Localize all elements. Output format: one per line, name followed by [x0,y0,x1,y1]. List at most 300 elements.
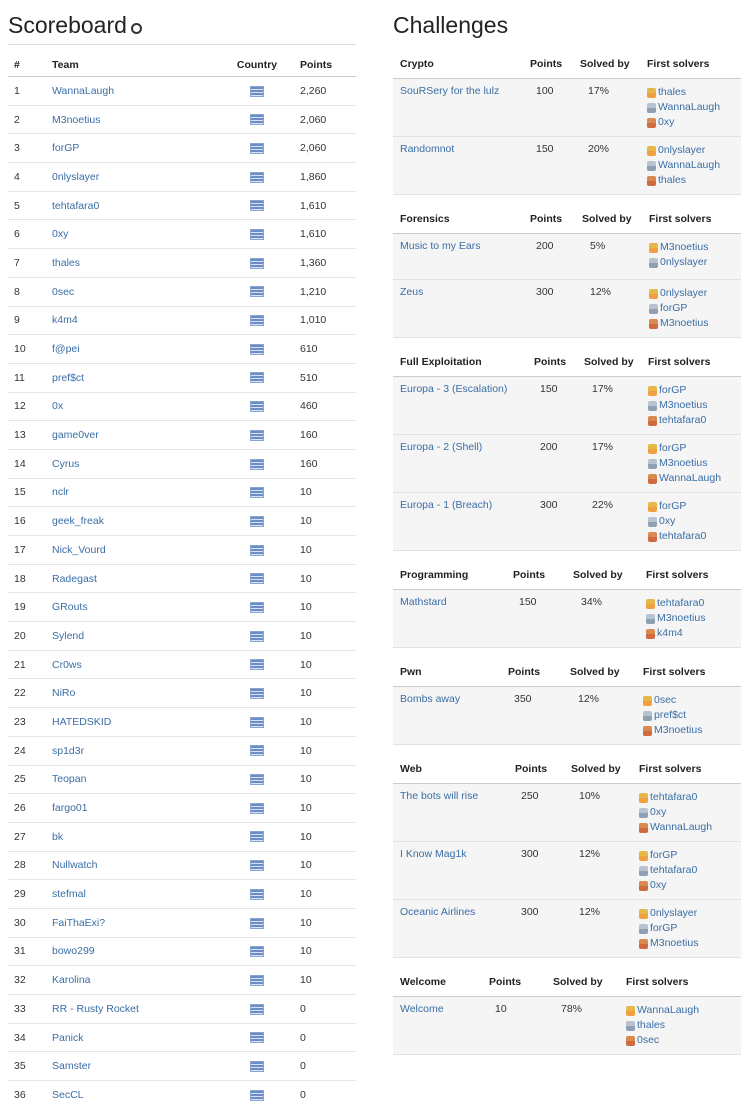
first-solvers-list [648,383,707,428]
solver-entry [648,456,721,471]
team-cell [52,77,222,106]
solver-link[interactable]: thales [658,174,687,186]
flag-icon [250,602,264,613]
bronze-medal-icon [648,474,657,484]
team-cell [52,449,222,478]
challenge-solved-percent: 20% [588,143,610,155]
flag-icon [250,344,264,355]
rank-cell: 24 [8,736,52,765]
flag-icon [250,889,264,900]
table-row [8,1081,356,1109]
first-solvers-list [626,1003,699,1048]
solver-link[interactable]: 0nlyslayer [660,256,708,268]
solver-entry [646,596,705,611]
points-cell: 10 [292,593,356,622]
solver-entry [648,471,721,486]
country-cell [222,736,292,765]
solver-link[interactable]: 0sec [654,694,677,706]
rank-cell: 26 [8,794,52,823]
flag-icon [250,143,264,154]
first-solvers-list [649,240,708,273]
challenge-points: 300 [540,499,558,511]
category-header-row [393,561,741,590]
points-cell: 0 [292,1081,356,1109]
challenge-points: 10 [495,1003,507,1015]
solver-entry [643,723,702,738]
points-header: Points [508,666,541,678]
rank-cell: 25 [8,765,52,794]
category-name: Programming [400,569,469,581]
scoreboard-header [8,10,356,40]
country-cell [222,679,292,708]
solved-by-header: Solved by [580,58,630,70]
flag-icon [250,200,264,211]
country-cell [222,966,292,995]
rank-cell: 28 [8,851,52,880]
solver-entry [648,383,707,398]
solver-link[interactable]: 0nlyslayer [650,907,698,919]
challenge-points: 300 [521,906,539,918]
rank-cell: 18 [8,564,52,593]
challenge-points: 300 [536,286,554,298]
team-link[interactable]: 0xy [52,228,69,241]
bronze-medal-icon [648,532,657,542]
points-cell: 10 [292,822,356,851]
team-link[interactable]: fargo01 [52,802,88,815]
team-link[interactable]: Nick_Vourd [52,543,106,556]
challenge-link[interactable]: I Know Mag1k [400,848,467,860]
solver-entry [639,820,712,835]
flag-icon [250,401,264,412]
solver-entry [649,255,708,270]
country-cell [222,536,292,565]
solver-link[interactable]: tehtafara0 [659,414,707,426]
challenge-category [393,658,741,745]
solver-link[interactable]: forGP [659,384,687,396]
solver-entry [647,85,720,100]
challenge-solved-percent: 12% [578,693,600,705]
team-cell [52,937,222,966]
solver-entry [647,143,720,158]
country-cell [222,708,292,737]
solver-entry [626,1033,699,1048]
team-link[interactable]: FaiThaExi? [52,916,106,929]
flag-icon [250,975,264,986]
team-link[interactable]: f@pei [52,343,80,356]
team-cell [52,736,222,765]
category-header-row [393,755,741,784]
team-link[interactable]: geek_freak [52,515,104,528]
solver-link[interactable]: tehtafara0 [657,597,705,609]
team-link[interactable]: Sylend [52,629,85,642]
first-solvers-header: First solvers [647,58,710,70]
country-cell [222,564,292,593]
country-cell [222,851,292,880]
solver-entry [649,286,708,301]
silver-medal-icon [647,161,656,171]
solved-by-header: Solved by [571,763,621,775]
gold-medal-icon [649,243,658,253]
table-row [8,105,356,134]
team-cell [52,163,222,192]
gold-medal-icon [639,909,648,919]
solver-link[interactable]: tehtafara0 [659,530,707,542]
team-link[interactable]: Nullwatch [52,859,98,872]
challenge-category [393,968,741,1055]
team-link[interactable]: M3noetius [52,113,101,126]
challenge-link[interactable]: Welcome [400,1003,444,1015]
rank-cell: 2 [8,105,52,134]
solver-link[interactable]: forGP [659,500,687,512]
first-solvers-list [639,848,697,893]
solver-link[interactable]: forGP [650,922,678,934]
table-row [8,163,356,192]
flag-icon [250,258,264,269]
scoreboard-title: Scoreboard [8,12,127,38]
solver-link[interactable]: tehtafara0 [650,791,698,803]
solver-entry [648,529,706,544]
flag-icon [250,114,264,125]
silver-medal-icon [649,304,658,314]
solver-link[interactable]: WannaLaugh [650,821,713,833]
team-link[interactable]: tehtafara0 [52,199,100,212]
challenge-link[interactable]: Europa - 2 (Shell) [400,441,483,453]
first-solvers-header: First solvers [646,569,709,581]
challenge-link[interactable]: Bombs away [400,693,461,705]
team-link[interactable]: bowo299 [52,945,95,958]
challenge-solved-percent: 17% [588,85,610,97]
rank-cell: 21 [8,650,52,679]
flag-icon [250,745,264,756]
rank-cell: 7 [8,249,52,278]
challenge-link[interactable]: Music to my Ears [400,240,481,252]
category-name: Welcome [400,976,446,988]
rank-cell: 1 [14,84,20,97]
solver-link[interactable]: tehtafara0 [650,864,698,876]
flag-icon [250,430,264,441]
team-cell [52,622,222,651]
rank-cell: 5 [8,191,52,220]
team-link[interactable]: Samster [52,1060,92,1073]
points-cell: 1,610 [292,191,356,220]
rank-cell: 3 [8,134,52,163]
solver-entry [626,1018,699,1033]
country-cell [222,794,292,823]
table-row [8,335,356,364]
challenge-link[interactable]: Europa - 3 (Escalation) [400,383,508,395]
team-link[interactable]: Panick [52,1031,84,1044]
rank-cell: 16 [8,507,52,536]
team-link[interactable]: k4m4 [52,314,78,327]
solver-link[interactable]: WannaLaugh [658,159,721,171]
team-cell [52,908,222,937]
solver-link[interactable]: thales [637,1019,666,1031]
points-header: Points [530,213,563,225]
points-cell: 0 [292,1023,356,1052]
points-header: Points [534,356,567,368]
gold-medal-icon [646,599,655,609]
rank-cell: 13 [8,421,52,450]
bronze-medal-icon [647,118,656,128]
bronze-medal-icon [647,176,656,186]
table-row [8,449,356,478]
gold-medal-icon [626,1006,635,1016]
country-cell [222,421,292,450]
solver-entry [649,316,708,331]
gold-medal-icon [648,444,657,454]
solver-link[interactable]: 0nlyslayer [658,144,706,156]
flag-icon [250,286,264,297]
solver-link[interactable]: M3noetius [657,612,706,624]
team-link[interactable]: forGP [52,142,80,155]
team-link[interactable]: HATEDSKID [52,715,112,728]
rank-cell: 30 [8,908,52,937]
first-solvers-list [646,596,705,641]
solver-entry [649,301,708,316]
first-solvers-header: First solvers [648,356,711,368]
solver-link[interactable]: WannaLaugh [658,101,721,113]
solver-entry [639,878,697,893]
team-link[interactable]: stefmal [52,888,86,901]
country-cell [222,220,292,249]
challenge-solved-percent: 17% [592,441,614,453]
team-link[interactable]: bk [52,830,64,843]
points-cell: 1,010 [292,306,356,335]
solver-link[interactable]: WannaLaugh [637,1004,700,1016]
points-cell: 10 [292,908,356,937]
category-header-row [393,968,741,997]
team-link[interactable]: thales [52,256,81,269]
solver-entry [649,240,708,255]
team-link[interactable]: Cr0ws [52,658,82,671]
team-link[interactable]: sp1d3r [52,744,85,757]
challenge-category [393,755,741,958]
points-header: Points [530,58,563,70]
flag-icon [250,372,264,383]
solver-link[interactable]: 0nlyslayer [660,287,708,299]
first-solvers-list [649,286,708,331]
category-header-row [393,205,741,234]
rank-cell: 35 [8,1052,52,1081]
points-cell: 10 [292,851,356,880]
team-cell [52,220,222,249]
rank-cell: 14 [8,449,52,478]
challenge-row [393,900,741,958]
points-cell: 10 [292,650,356,679]
table-row [8,1023,356,1052]
table-row [8,536,356,565]
category-header-row [393,50,741,79]
silver-medal-icon [639,924,648,934]
silver-medal-icon [639,866,648,876]
solver-link[interactable]: M3noetius [660,241,709,253]
title-divider [8,44,356,45]
solver-link[interactable]: 0sec [637,1034,660,1046]
challenge-solved-percent: 12% [579,848,601,860]
rank-cell: 20 [8,622,52,651]
points-cell: 10 [292,966,356,995]
bronze-medal-icon [643,726,652,736]
challenge-link[interactable]: Oceanic Airlines [400,906,476,918]
flag-icon [250,1090,264,1101]
silver-medal-icon [648,401,657,411]
table-row [8,822,356,851]
team-cell [52,822,222,851]
team-link[interactable]: pref$ct [52,371,85,384]
solver-link[interactable]: forGP [659,442,687,454]
solver-entry [647,158,720,173]
silver-medal-icon [626,1021,635,1031]
challenge-row [393,234,741,280]
rank-column-header[interactable]: # [8,53,52,77]
solver-entry [639,936,698,951]
solver-link[interactable]: 0xy [658,116,675,128]
first-solvers-header: First solvers [639,763,702,775]
country-cell [222,77,292,106]
team-cell [52,851,222,880]
solver-link[interactable]: M3noetius [659,399,708,411]
rank-cell: 11 [8,363,52,392]
team-link[interactable]: 0x [52,400,64,413]
team-link[interactable]: Teopan [52,773,87,786]
silver-medal-icon [646,614,655,624]
team-link[interactable]: game0ver [52,429,99,442]
solver-link[interactable]: M3noetius [654,724,703,736]
country-cell [222,507,292,536]
bronze-medal-icon [649,319,658,329]
points-column-header[interactable]: Points [292,53,356,77]
solver-link[interactable]: 0xy [650,879,667,891]
points-cell: 160 [292,449,356,478]
country-cell [222,593,292,622]
rank-cell: 29 [8,880,52,909]
team-link[interactable]: nclr [52,486,69,499]
points-header: Points [489,976,522,988]
country-column-header[interactable]: Country [222,53,292,77]
points-cell: 460 [292,392,356,421]
country-cell [222,105,292,134]
solver-link[interactable]: 0xy [659,515,676,527]
challenge-solved-percent: 34% [581,596,603,608]
flag-icon [250,803,264,814]
flag-icon [250,918,264,929]
challenge-row [393,687,741,745]
table-row [8,794,356,823]
table-row [8,134,356,163]
challenge-category [393,205,741,338]
points-cell: 1,860 [292,163,356,192]
solver-link[interactable]: M3noetius [659,457,708,469]
team-link[interactable]: NiRo [52,687,76,700]
team-cell [52,536,222,565]
challenge-link[interactable]: Zeus [400,286,424,298]
solver-link[interactable]: WannaLaugh [659,472,722,484]
team-link[interactable]: Radegast [52,572,97,585]
solver-link[interactable]: pref$ct [654,709,687,721]
solver-link[interactable]: M3noetius [650,937,699,949]
team-link[interactable]: 0nlyslayer [52,170,100,183]
team-link[interactable]: RR - Rusty Rocket [52,1002,139,1015]
points-cell: 2,260 [300,84,327,97]
challenge-row [393,280,741,338]
flag-icon [250,631,264,642]
team-cell [52,966,222,995]
flag-icon [250,659,264,670]
first-solvers-list [648,499,706,544]
solver-entry [639,863,697,878]
challenge-points: 100 [536,85,554,97]
flag-icon [250,717,264,728]
solver-entry [643,708,702,723]
team-link[interactable]: Karolina [52,974,91,987]
solver-entry [639,848,697,863]
challenge-solved-percent: 78% [561,1003,583,1015]
team-link[interactable]: WannaLaugh [52,84,115,97]
team-link[interactable]: SecCL [52,1088,84,1101]
challenge-link[interactable]: SouRSery for the lulz [400,85,500,97]
table-row [8,622,356,651]
solver-link[interactable]: forGP [650,849,678,861]
team-link[interactable]: GRouts [52,601,88,614]
solver-link[interactable]: thales [658,86,687,98]
first-solvers-list [639,906,698,951]
table-row [8,937,356,966]
team-cell [52,105,222,134]
points-cell: 10 [292,794,356,823]
flag-icon [250,459,264,470]
solver-link[interactable]: k4m4 [657,627,683,639]
team-link[interactable]: 0sec [52,285,75,298]
challenge-link[interactable]: Randomnot [400,143,455,155]
table-row [8,77,356,106]
table-row [8,564,356,593]
country-cell [222,822,292,851]
challenge-category [393,50,741,195]
points-cell: 0 [292,1052,356,1081]
solver-link[interactable]: forGP [660,302,688,314]
team-cell [52,593,222,622]
challenge-link[interactable]: Mathstard [400,596,447,608]
team-cell [52,478,222,507]
gold-medal-icon [639,851,648,861]
solved-by-header: Solved by [584,356,634,368]
solved-by-header: Solved by [582,213,632,225]
rank-cell: 36 [8,1081,52,1109]
bronze-medal-icon [648,416,657,426]
table-row [8,966,356,995]
team-link[interactable]: Cyrus [52,457,80,470]
team-cell [52,765,222,794]
solver-link[interactable]: M3noetius [660,317,709,329]
country-cell [222,1081,292,1109]
challenge-points: 250 [521,790,539,802]
bronze-medal-icon [639,881,648,891]
rank-cell: 23 [8,708,52,737]
silver-medal-icon [648,459,657,469]
challenge-points: 150 [540,383,558,395]
solved-by-header: Solved by [553,976,603,988]
flag-icon [250,946,264,957]
country-cell [222,449,292,478]
team-column-header[interactable]: Team [52,53,222,77]
challenge-link[interactable]: Europa - 1 (Breach) [400,499,493,511]
scoreboard-table [8,53,356,1109]
points-cell: 10 [292,765,356,794]
challenge-link[interactable]: The bots will rise [400,790,479,802]
country-cell [222,249,292,278]
solver-link[interactable]: 0xy [650,806,667,818]
silver-medal-icon [647,103,656,113]
